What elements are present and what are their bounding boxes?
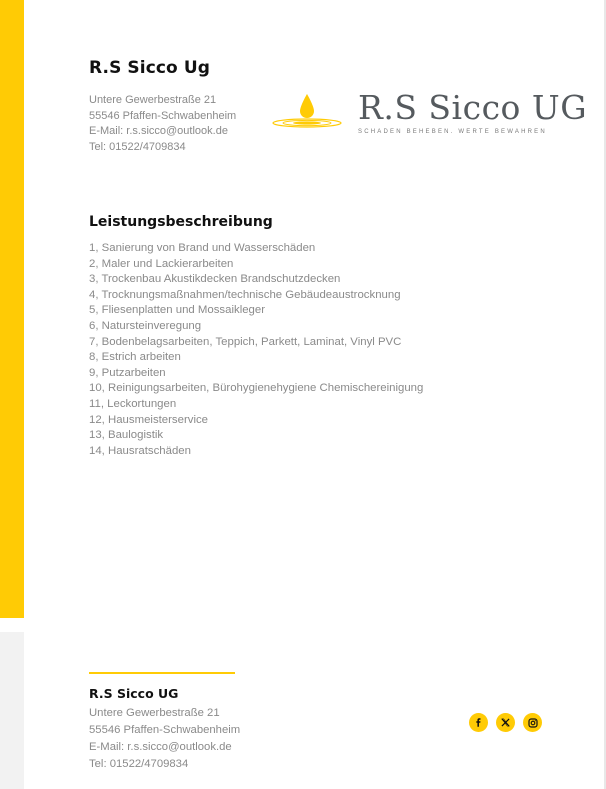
services-title: Leistungsbeschreibung	[89, 214, 273, 230]
address-phone[interactable]: Tel: 01522/4709834	[89, 140, 186, 153]
facebook-icon[interactable]	[469, 713, 488, 732]
services-section	[89, 214, 559, 459]
list-item: 5, Fliesenplatten und Mossaikleger	[89, 304, 266, 317]
list-item: 2, Maler und Lackierarbeiten	[89, 257, 234, 270]
footer-company-name: R.S Sicco UG	[89, 686, 179, 701]
accent-bar	[0, 0, 24, 618]
address-email[interactable]: E-Mail: r.s.sicco@outlook.de	[89, 125, 228, 137]
list-item: 12, Hausmeisterservice	[89, 413, 209, 426]
x-twitter-icon[interactable]	[496, 713, 515, 732]
list-item: 3, Trockenbau Akustikdecken Brandschutzdecken	[89, 273, 341, 286]
footer-address-street: Untere Gewerbestraße 21	[89, 707, 220, 719]
social-links	[469, 713, 542, 732]
instagram-icon[interactable]	[523, 713, 542, 732]
footer-address-city: 55546 Pfaffen-Schwabenheim	[89, 724, 241, 736]
footer-divider	[89, 672, 235, 674]
list-item: 8, Estrich arbeiten	[89, 351, 181, 364]
address-city: 55546 Pfaffen-Schwabenheim	[89, 109, 237, 122]
list-item: 11, Leckortungen	[89, 397, 177, 410]
address-street: Untere Gewerbestraße 21	[89, 94, 217, 106]
list-item: 1, Sanierung von Brand und Wasserschäden	[89, 242, 316, 254]
list-item: 14, Hausratschäden	[89, 444, 191, 457]
footer-address-phone[interactable]: Tel: 01522/4709834	[89, 758, 189, 770]
list-item: 13, Baulogistik	[89, 429, 164, 442]
logo-wordmark: R.S Sicco UG	[358, 88, 588, 127]
list-item: 4, Trocknungsmaßnahmen/technische Gebäudeaustrocknung	[89, 288, 401, 301]
logo-tagline: SCHADEN BEHEBEN. WERTE BEWAHREN	[358, 129, 547, 135]
water-drop-icon	[272, 88, 344, 132]
footer-address-email[interactable]: E-Mail: r.s.sicco@outlook.de	[89, 741, 232, 753]
footer-side-bar	[0, 632, 24, 789]
company-logo	[272, 88, 588, 142]
services-list	[89, 241, 559, 459]
list-item: 10, Reinigungsarbeiten, Bürohygienehygiene Chemischereinigung	[89, 382, 424, 395]
list-item: 7, Bodenbelagsarbeiten, Teppich, Parkett, Laminat, Vinyl PVC	[89, 335, 402, 348]
list-item: 9, Putzarbeiten	[89, 366, 166, 379]
company-name: R.S Sicco Ug	[89, 58, 211, 78]
list-item: 6, Natursteinveregung	[89, 319, 202, 332]
